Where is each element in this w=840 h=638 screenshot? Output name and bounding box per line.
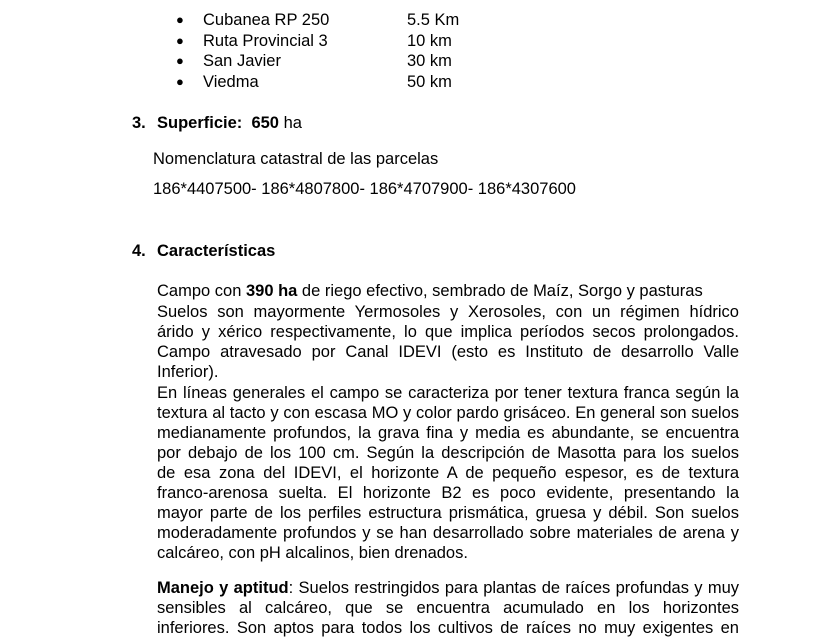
bullet-icon: ●: [176, 53, 184, 68]
bullet-icon: ●: [176, 32, 184, 48]
list-item: [176, 51, 576, 72]
paragraph-line: calcáreo, con pH alcalinos, bien drenados.: [157, 544, 468, 562]
section-3-number: 3.: [132, 114, 146, 132]
section-3-heading: [157, 113, 302, 133]
paragraph-line: Suelos son mayormente Yermosoles y Xerosoles, con un régimen hídrico: [157, 303, 739, 321]
section-4-title: Características: [157, 242, 276, 260]
paragraph-line: franco-arenosa suelta. El horizonte B2 es poco evidente, presentando la: [157, 484, 739, 502]
list-item: [176, 72, 576, 93]
place-name: San Javier: [203, 52, 281, 70]
bold-run: Manejo y aptitud: [157, 579, 289, 597]
section-3-value: 650: [251, 114, 279, 132]
section-3-label: Superficie:: [157, 114, 243, 132]
nomenclature-values: 186*4407500- 186*4807800- 186*4707900- 186*4307600: [153, 180, 576, 198]
place-distance: 5.5 Km: [407, 11, 460, 29]
place-name: Viedma: [203, 72, 259, 91]
paragraph-line: sensibles al calcáreo, que se encuentra acumulado en los horizontes: [157, 599, 739, 617]
paragraph-riego: [157, 281, 703, 301]
text-run: Campo con: [157, 282, 246, 300]
bullet-icon: ●: [176, 12, 184, 27]
paragraph-line: inferiores. Son aptos para todos los cultivos de raíces no muy exigentes en: [157, 619, 739, 637]
text-run: de riego efectivo, sembrado de Maíz, Sorgo y pasturas: [297, 282, 703, 300]
section-4-number: 4.: [132, 242, 146, 260]
paragraph-line: por debajo de los 100 cm. Según la descripción de Masotta para los suelos: [157, 444, 739, 462]
paragraph-line: [157, 578, 739, 598]
distance-list: [176, 10, 576, 92]
paragraph-line: mayor parte de los perfiles estructura prismática, gruesa y débil. Son suelos: [157, 504, 739, 522]
place-distance: 10 km: [407, 31, 452, 50]
place-name: Ruta Provincial 3: [203, 31, 328, 50]
paragraph-line: árido y xérico respectivamente, lo que implica períodos secos prolongados.: [157, 323, 739, 341]
bullet-icon: ●: [176, 73, 184, 89]
nomenclature-title: Nomenclatura catastral de las parcelas: [153, 150, 439, 168]
bold-run: 390 ha: [245, 282, 298, 300]
text-run: : Suelos restringidos para plantas de raíces profundas y muy: [288, 579, 740, 597]
paragraph-line: moderadamente profundos y se han desarrollado sobre materiales de arena y: [157, 524, 739, 542]
place-name: Cubanea RP 250: [203, 11, 330, 29]
paragraph-line: En líneas generales el campo se caracteriza por tener textura franca según la: [157, 384, 739, 402]
section-3-unit: ha: [283, 114, 302, 132]
list-item: [176, 10, 576, 31]
paragraph-line: de esa zona del IDEVI, el horizonte A de pequeño espesor, es de textura: [157, 464, 739, 482]
paragraph-line: Campo atravesado por Canal IDEVI (esto es Instituto de desarrollo Valle: [157, 343, 739, 361]
paragraph-line: Inferior).: [157, 363, 219, 381]
paragraph-line: textura al tacto y con escasa MO y color pardo grisáceo. En general son suelos: [157, 404, 739, 422]
place-distance: 30 km: [407, 52, 452, 70]
list-item: [176, 31, 576, 52]
place-distance: 50 km: [407, 72, 452, 91]
paragraph-line: medianamente profundos, la grava fina y media es abundante, se encuentra: [157, 424, 739, 442]
